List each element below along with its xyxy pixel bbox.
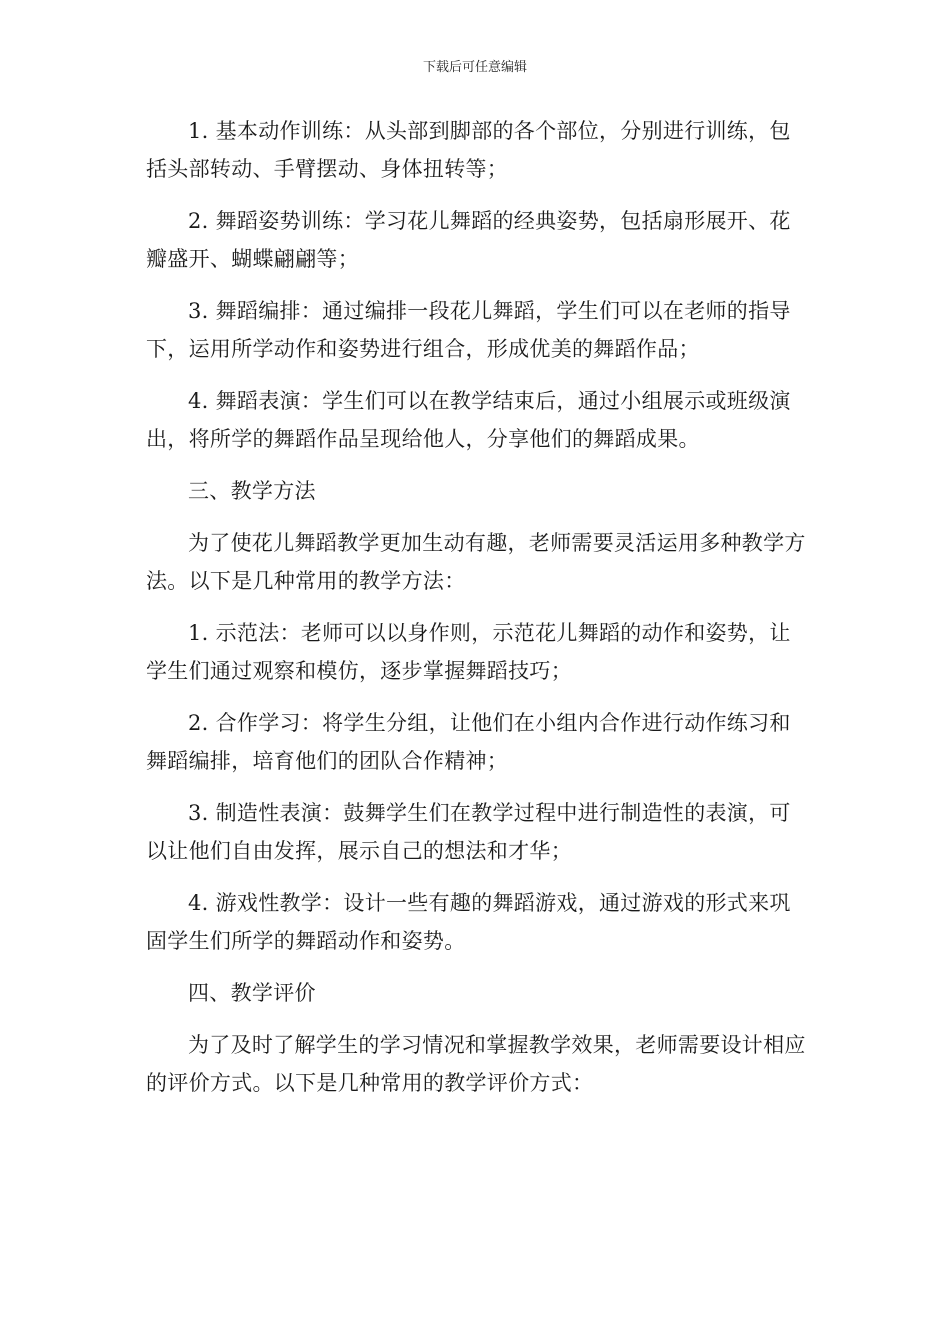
paragraph-game-based-teaching: 4. 游戏性教学：设计一些有趣的舞蹈游戏，通过游戏的形式来巩固学生们所学的舞蹈动作和姿势。 — [146, 891, 791, 953]
page-header: 下载后可任意编辑 — [422, 60, 527, 75]
paragraph-dance-posture-training: 2. 舞蹈姿势训练：学习花儿舞蹈的经典姿势，包括扇形展开、花瓣盛开、蝴蝶翩翩等； — [146, 209, 791, 271]
paragraph-cooperative-learning: 2. 合作学习：将学生分组，让他们在小组内合作进行动作练习和舞蹈编排，培育他们的团队合作精神； — [146, 711, 791, 773]
section-heading-teaching-evaluation: 四、教学评价 — [188, 981, 316, 1005]
paragraph-demonstration-method: 1. 示范法：老师可以以身作则，示范花儿舞蹈的动作和姿势，让学生们通过观察和模仿，逐步掌握舞蹈技巧； — [146, 621, 791, 683]
paragraph-teaching-evaluation-intro: 为了及时了解学生的学习情况和掌握教学效果，老师需要设计相应的评价方式。以下是几种常用的教学评价方式： — [146, 1033, 806, 1095]
section-heading-teaching-methods: 三、教学方法 — [188, 479, 316, 503]
document-body — [146, 112, 808, 1116]
paragraph-basic-movement-training: 1. 基本动作训练：从头部到脚部的各个部位，分别进行训练，包括头部转动、手臂摆动、身体扭转等； — [146, 119, 791, 181]
paragraph-dance-choreography: 3. 舞蹈编排：通过编排一段花儿舞蹈，学生们可以在老师的指导下，运用所学动作和姿势进行组合，形成优美的舞蹈作品； — [146, 299, 791, 361]
paragraph-teaching-methods-intro: 为了使花儿舞蹈教学更加生动有趣，老师需要灵活运用多种教学方法。以下是几种常用的教学方法： — [146, 531, 806, 593]
paragraph-dance-performance: 4. 舞蹈表演：学生们可以在教学结束后，通过小组展示或班级演出，将所学的舞蹈作品呈现给他人，分享他们的舞蹈成果。 — [146, 389, 791, 451]
paragraph-creative-performance: 3. 制造性表演：鼓舞学生们在教学过程中进行制造性的表演，可以让他们自由发挥，展示自己的想法和才华； — [146, 801, 791, 863]
